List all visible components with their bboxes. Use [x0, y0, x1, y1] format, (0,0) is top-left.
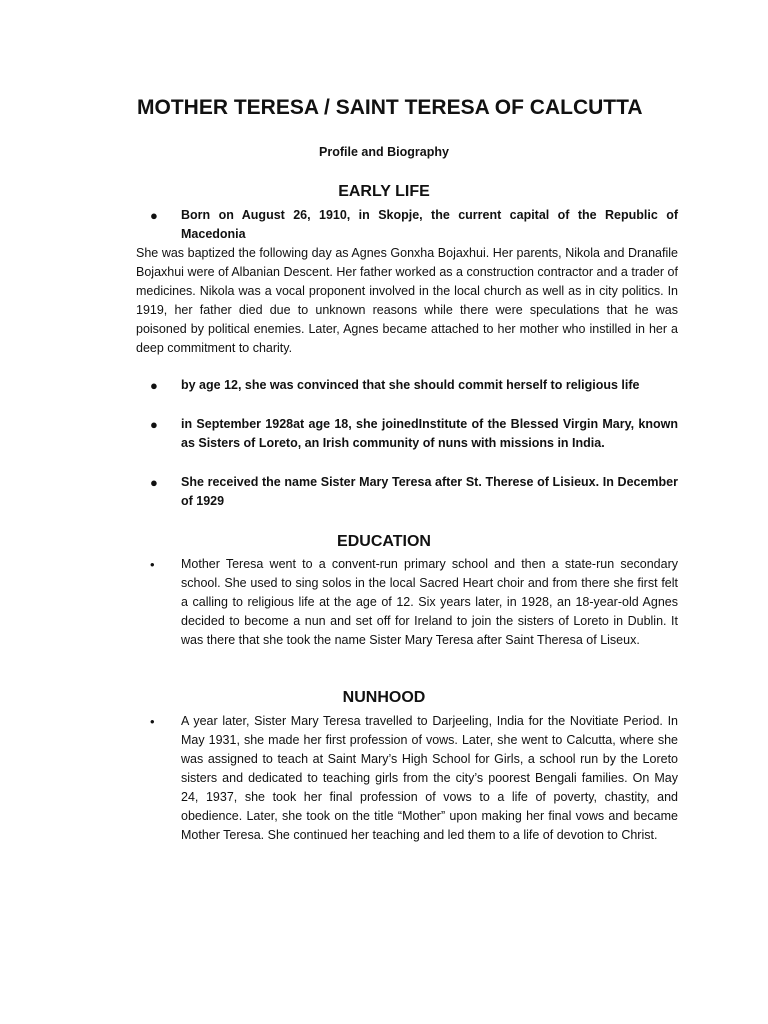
early-life-paragraph: She was baptized the following day as Agnes Gonxha Bojaxhui. Her parents, Nikola and Dranafile Bojaxhui were of Albanian Descent. Her father worked as a construction contractor and a trader of medicines. Nikola was a vocal proponent involved in the local church as well as in city politics. In 1919, her father died due to unknown reasons while there were speculations that he was poisoned by political enemies. Later, Agnes became attached to her mother who instilled in her a deep commitment to charity. [136, 246, 678, 355]
bullet-text: in September 1928at age 18, she joinedInstitute of the Blessed Virgin Mary, known as Sisters of Loreto, an Irish community of nuns with missions in India. [181, 417, 678, 450]
bullet-glyph: ● [150, 378, 158, 393]
bullet-glyph: ● [150, 417, 158, 432]
document-title: MOTHER TERESA / SAINT TERESA OF CALCUTTA [137, 96, 643, 119]
bullet-glyph: ● [150, 475, 158, 490]
bullet-glyph: • [150, 714, 155, 729]
bullet-text: Mother Teresa went to a convent-run primary school and then a state-run secondary school. She used to sing solos in the local Sacred Heart choir and from there she first felt a calling to religious life at the age of 12. Six years later, in 1928, an 18-year-old Agnes decided to become a nun and set off for Ireland to join the sisters of Loreto in Dublin. It was there that she took the name Sister Mary Teresa after Saint Theresa of Liseux. [181, 557, 678, 647]
education-heading: EDUCATION [337, 533, 431, 550]
bullet-text: by age 12, she was convinced that she should commit herself to religious life [181, 378, 640, 392]
bullet-text: She received the name Sister Mary Teresa after St. Therese of Lisieux. In December of 1929 [181, 475, 678, 508]
bullet-text: A year later, Sister Mary Teresa travelled to Darjeeling, India for the Novitiate Period. In May 1931, she made her first profession of vows. Later, she went to Calcutta, where she was assigned to teach at Saint Mary’s High School for Girls, a school run by the Loreto sisters and dedicated to teaching girls from the city’s poorest Bengali families. On May 24, 1937, she took her final profession of vows to a life of poverty, chastity, and obedience. Later, she took on the title “Mother” upon making her final vows and became Mother Teresa. She continued her teaching and led them to a life of devotion to Christ. [181, 714, 678, 842]
document-subtitle: Profile and Biography [319, 145, 449, 159]
bullet-text: Born on August 26, 1910, in Skopje, the current capital of the Republic of Macedonia [181, 208, 678, 241]
nunhood-heading: NUNHOOD [342, 689, 426, 706]
bullet-glyph: • [150, 557, 155, 572]
early-life-heading: EARLY LIFE [338, 183, 430, 200]
bullet-glyph: ● [150, 208, 158, 223]
